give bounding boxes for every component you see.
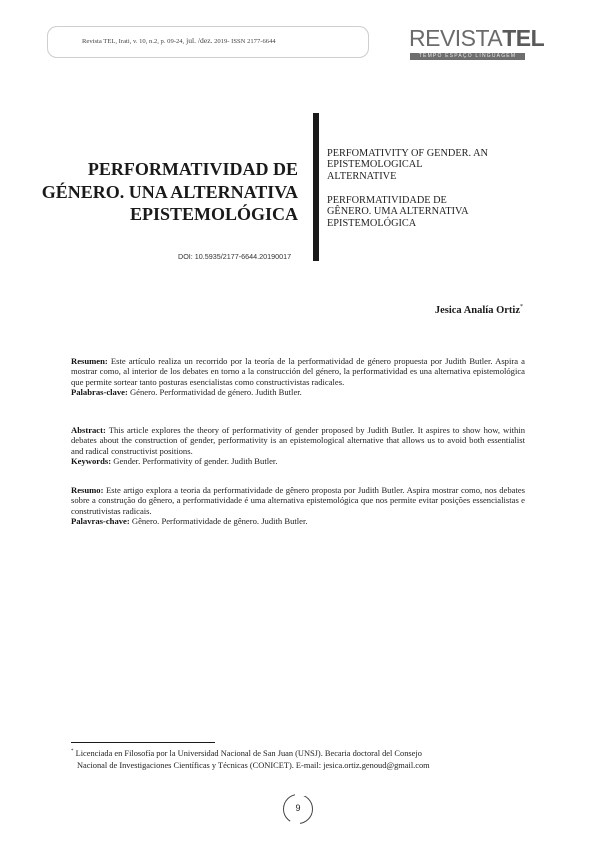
title-line: ALTERNATIVE (327, 170, 397, 182)
title-line: PERFORMATIVIDAD DE (87, 159, 298, 179)
abstract-text: Este artículo realiza un recorrido por la teoría de la performatividad de género propuesta por Judith Butler. Aspira a mostrar como, al interior de los debates en torno a la construcción del género, la performatividad es una alternativa epistemológica que permite sortear tanto posturas esencialistas como constructivistas radicales. (71, 356, 525, 387)
citation-pages: 09-24, (167, 38, 185, 45)
abstract-label: Resumen: (71, 356, 108, 366)
abstract-paragraph (71, 425, 525, 456)
abstract-label: Resumo: (71, 485, 104, 495)
logo-word-accent: TEL (502, 25, 545, 51)
keywords-label: Keywords: (71, 456, 112, 467)
keywords-label: Palavras-chave: (71, 516, 130, 527)
page-badge-gap (290, 821, 300, 825)
journal-citation (82, 36, 276, 45)
author-name (300, 304, 523, 316)
title-line: GÉNERO. UNA ALTERNATIVA (41, 181, 298, 202)
keywords-paragraph (71, 387, 525, 397)
page-number: 9 (295, 803, 301, 813)
abstract-text: This article explores the theory of performativity of gender proposed by Judith Butler. It aspires to show how, within debates about the construction of gender, performativity is an epistemological alternative that allows us to avoid both essentialist and radical constructivist positions. (71, 425, 525, 456)
title-line: EPISTEMOLÓGICA (327, 217, 417, 229)
abstract-spanish (71, 356, 525, 398)
footnote-text: Nacional de Investigaciones Científicas y Técnicas (CONICET). E-mail: jesica.ortiz.genoud@gmail.com (77, 760, 430, 770)
abstract-text: Este artigo explora a teoria da performatividade de gênero proposta por Judith Butler. Aspira mostrar como, nos debates sobre a construção do gênero, a performatividade é uma alternativa epistemológica que nos permite evitar posições essencialistas e construtivistas radicais. (71, 485, 525, 516)
keywords-paragraph (71, 516, 525, 526)
abstract-label: Abstract: (71, 425, 106, 435)
abstract-portuguese (71, 485, 525, 527)
keywords-paragraph (71, 456, 525, 466)
keywords-text: Gender. Performativity of gender. Judith Butler. (111, 456, 278, 467)
title-line: PERFORMATIVIDADE DE (327, 195, 447, 206)
logo-tagline: TEMPO ESPAÇO LINGUAGEM (418, 53, 517, 59)
citation-text: Revista TEL, Irati, v. 10, n.2, p. (82, 38, 168, 45)
author-name-text: Jesica Analía Ortiz (434, 305, 520, 316)
author-footnote (71, 746, 529, 771)
footnote-line (71, 746, 529, 760)
footnote-mark: * (71, 749, 74, 754)
abstract-english (71, 425, 525, 467)
keywords-text: Gênero. Performatividade de gênero. Judith Butler. (129, 516, 308, 527)
footnote-rule (71, 742, 215, 743)
article-title-portuguese (327, 195, 557, 229)
citation-issn: 2019- ISSN 2177-6644 (212, 38, 276, 45)
footnote-marker[interactable]: * (520, 304, 523, 310)
page-badge-gap (295, 792, 305, 796)
title-line: PERFOMATIVITY OF GENDER. AN (327, 148, 488, 159)
abstract-paragraph (71, 356, 525, 387)
article-title-spanish (20, 158, 298, 226)
article-title-english (327, 148, 557, 182)
citation-month: jul. /dez. (184, 36, 213, 45)
footnote-text: Licenciada en Filosofía por la Universidad Nacional de San Juan (UNSJ). Becaria doctoral del Consejo (73, 749, 422, 758)
title-line: GÊNERO. UMA ALTERNATIVA (327, 206, 469, 218)
journal-logo (409, 26, 544, 50)
title-divider (313, 113, 319, 261)
title-line: EPISTEMOLÓGICA (129, 204, 298, 224)
keywords-label: Palabras-clave: (71, 387, 128, 398)
keywords-text: Género. Performatividad de género. Judith Butler. (127, 387, 302, 398)
title-line: EPISTEMOLOGICAL (327, 159, 423, 171)
doi-link[interactable]: DOI: 10.5935/2177-6644.20190017 (178, 252, 292, 261)
abstract-paragraph (71, 485, 525, 516)
logo-word-main: REVISTA (409, 25, 503, 51)
logo-tagline-bar (410, 53, 525, 60)
